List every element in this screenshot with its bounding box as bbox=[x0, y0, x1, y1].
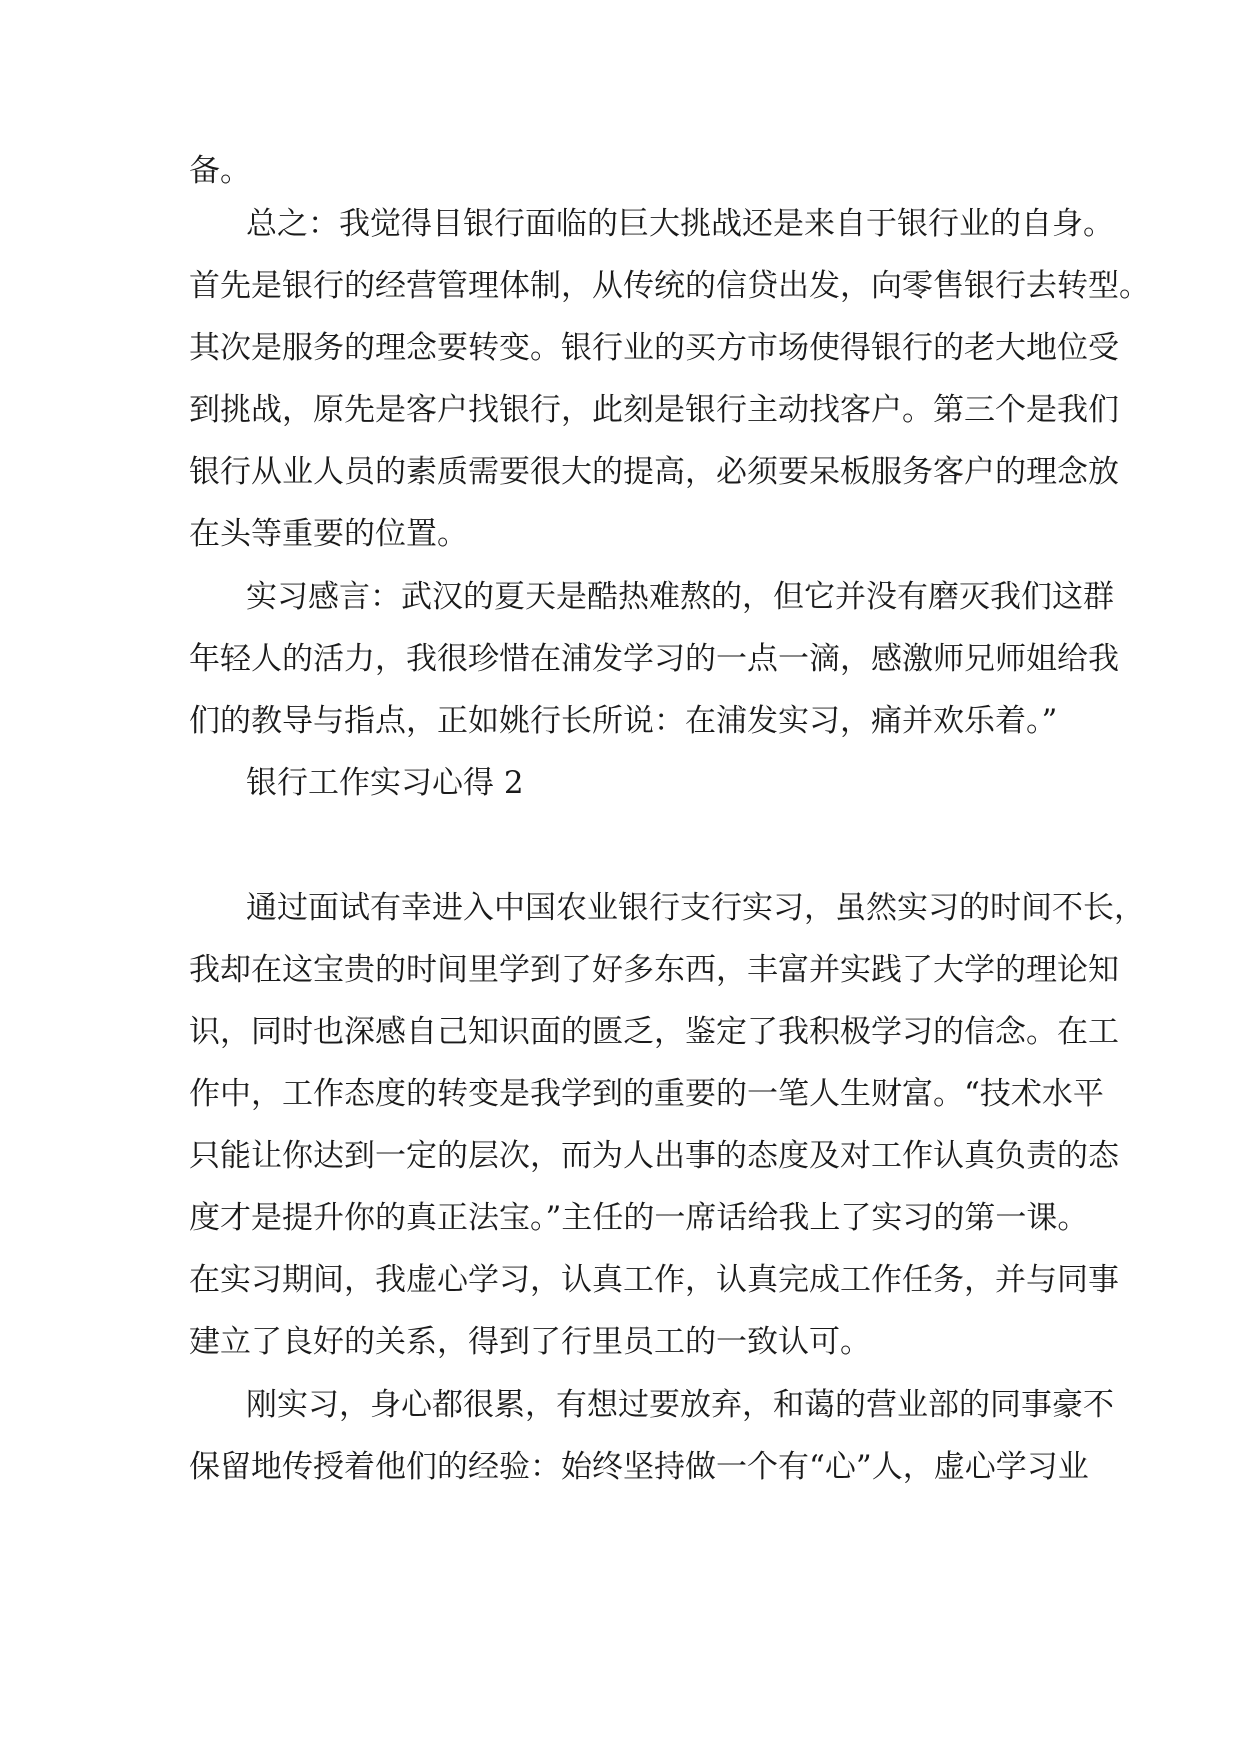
text-line: 只能让你达到一定的层次，而为人出事的态度及对工作认真负责的态 bbox=[189, 1138, 1119, 1174]
text-line: 到挑战，原先是客户找银行，此刻是银行主动找客户。第三个是我们 bbox=[189, 392, 1119, 428]
text-line: 们的教导与指点，正如姚行长所说：在浦发实习，痛并欢乐着。” bbox=[189, 703, 1058, 739]
text-line: 年轻人的活力，我很珍惜在浦发学习的一点一滴，感激师兄师姐给我 bbox=[189, 641, 1119, 677]
text-line: 备。 bbox=[189, 153, 251, 189]
text-line: 实习感言：武汉的夏天是酷热难熬的，但它并没有磨灭我们这群 bbox=[246, 579, 1114, 615]
text-line: 刚实习，身心都很累，有想过要放弃，和蔼的营业部的同事豪不 bbox=[246, 1387, 1114, 1423]
text-line: 作中，工作态度的转变是我学到的重要的一笔人生财富。“技术水平 bbox=[189, 1076, 1104, 1112]
text-line: 其次是服务的理念要转变。银行业的买方市场使得银行的老大地位受 bbox=[189, 330, 1119, 366]
text-line: 总之：我觉得目银行面临的巨大挑战还是来自于银行业的自身。 bbox=[246, 206, 1114, 242]
text-line: 在头等重要的位置。 bbox=[189, 516, 468, 552]
text-line: 保留地传授着他们的经验：始终坚持做一个有“心”人，虚心学习业 bbox=[189, 1449, 1089, 1485]
text-line: 建立了良好的关系，得到了行里员工的一致认可。 bbox=[189, 1324, 871, 1360]
text-line: 首先是银行的经营管理体制，从传统的信贷出发，向零售银行去转型。 bbox=[189, 268, 1150, 304]
text-line: 识，同时也深感自己知识面的匮乏，鉴定了我积极学习的信念。在工 bbox=[189, 1014, 1119, 1050]
text-line: 通过面试有幸进入中国农业银行支行实习，虽然实习的时间不长， bbox=[246, 890, 1145, 926]
text-line: 银行从业人员的素质需要很大的提高，必须要呆板服务客户的理念放 bbox=[189, 454, 1119, 490]
text-line: 我却在这宝贵的时间里学到了好多东西，丰富并实践了大学的理论知 bbox=[189, 952, 1119, 988]
text-line: 在实习期间，我虚心学习，认真工作，认真完成工作任务，并与同事 bbox=[189, 1262, 1119, 1298]
text-line: 度才是提升你的真正法宝。”主任的一席话给我上了实习的第一课。 bbox=[189, 1200, 1089, 1236]
section-heading: 银行工作实习心得 2 bbox=[246, 765, 524, 801]
